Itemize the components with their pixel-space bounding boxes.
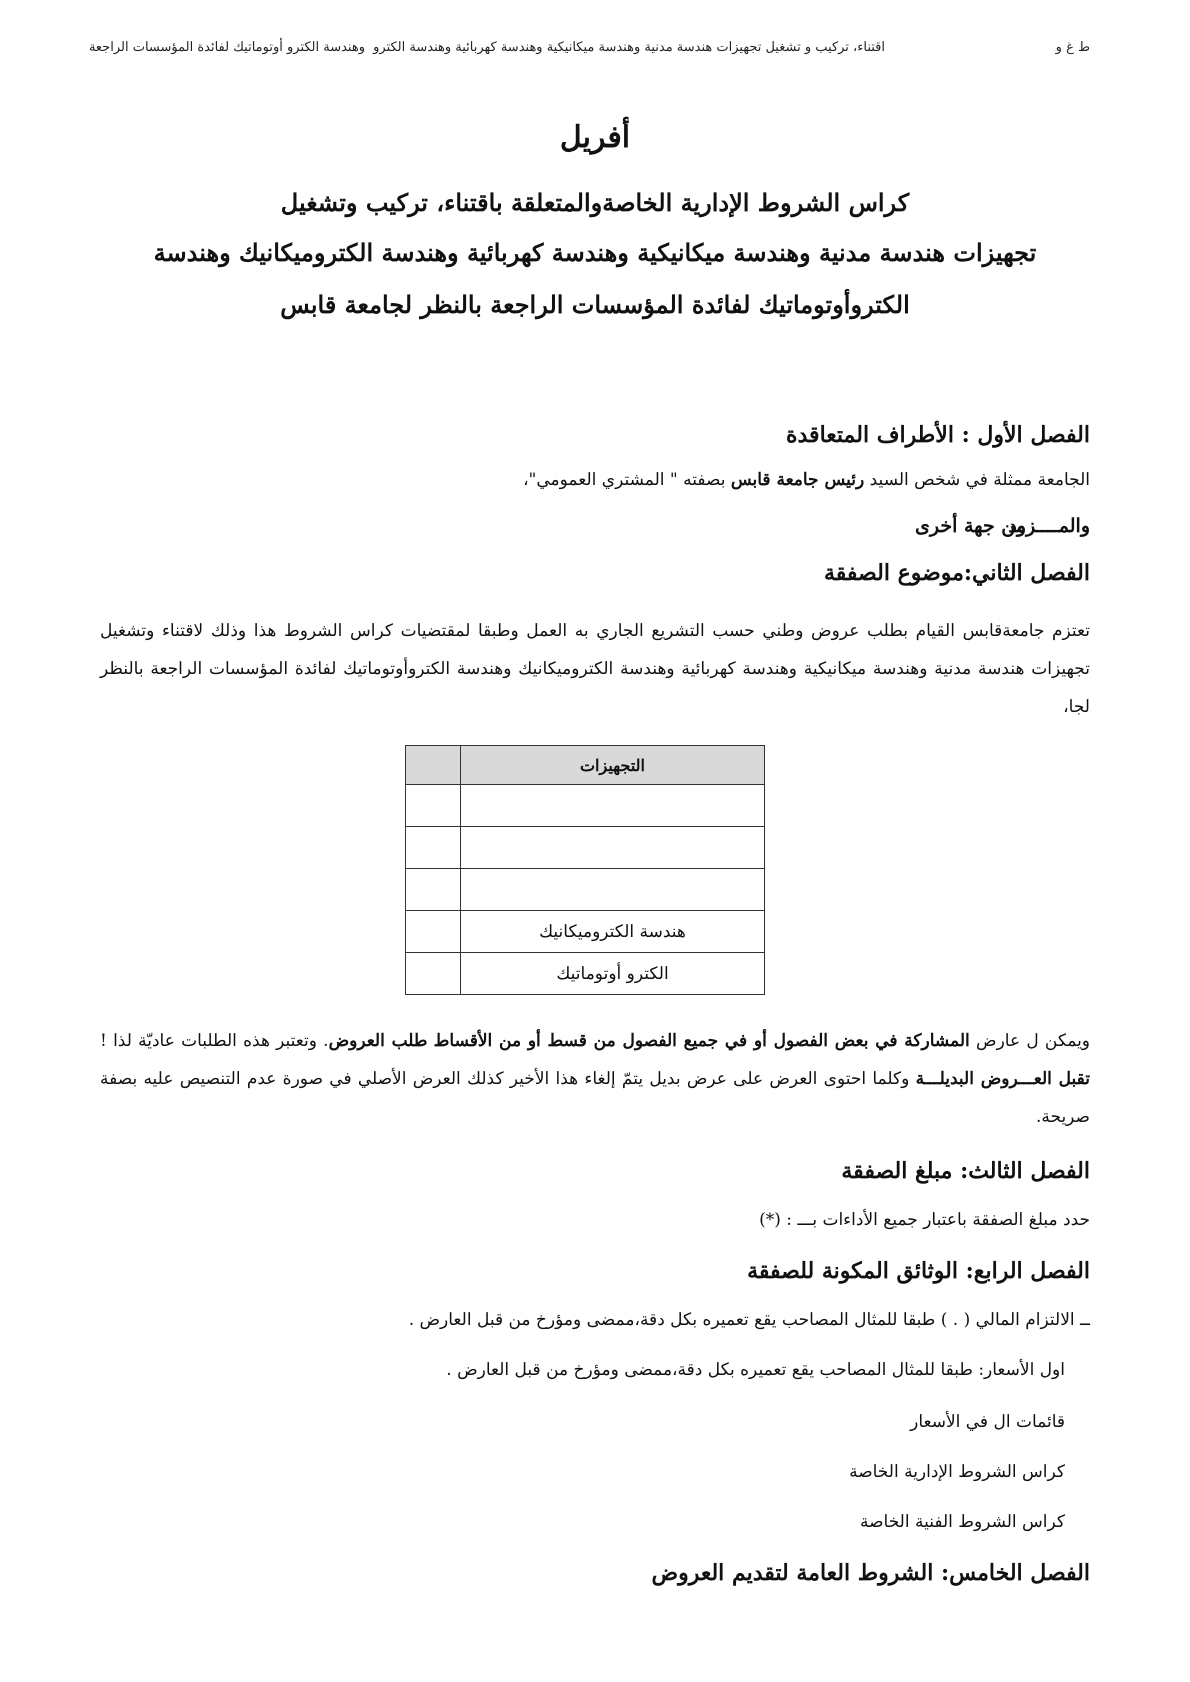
doc-title: أفريل xyxy=(559,120,631,155)
doc-subtitle-line-1: كراس الشروط الإدارية الخاصةوالمتعلقة باقتناء، تركيب وتشغيل xyxy=(280,188,910,217)
offers-text-e: . وتعتبر هذه الطلبات عاديّة لذا ! xyxy=(100,1031,329,1051)
table-cell-num xyxy=(406,869,461,911)
table-row xyxy=(406,953,765,995)
table-cell xyxy=(461,869,765,911)
equipment-table-header-num xyxy=(406,746,461,785)
section-2-paragraph: تعتزم جامعةقابس القيام بطلب عروض وطني حسب التشريع الجاري به العمل وطبقا لمقتضيات كراس الشروط هذا وذلك لاقتناء وتشغيل تجهيزات هندسة مدنية وهندسة ميكانيكية وهندسة كهربائية وهندسة الكتروميكانيك وهندسة الكتروأوتوماتيك لفائدة المؤسسات الراجعة بالنظر لجا، xyxy=(100,621,1090,717)
section-4-item-admin-specs: كراس الشروط الإدارية الخاصة xyxy=(849,1462,1065,1482)
section-4-item-financial: ــ الالتزام المالي ( . ) طبقا للمثال المصاحب يقع تعميره بكل دقة،ممضى ومؤرخ من قبل العارض . xyxy=(408,1310,1090,1330)
section-1-heading: الفصل الأول : الأطراف المتعاقدة xyxy=(785,422,1090,448)
section-5-heading: الفصل الخامس: الشروط العامة لتقديم العروض xyxy=(651,1560,1090,1586)
section-4-heading: الفصل الرابع: الوثائق المكونة للصفقة xyxy=(747,1258,1090,1284)
table-cell-num xyxy=(406,827,461,869)
table-cell-num xyxy=(406,785,461,827)
equipment-table-header: التجهيزات xyxy=(461,746,765,785)
table-row xyxy=(406,911,765,953)
section-2-offers-paragraph xyxy=(100,1022,1090,1136)
offers-alternatives: تقبل العـــروض البديلـــة xyxy=(915,1069,1090,1089)
offers-text-g: وكلما احتوى العرض على عرض بديل يتمّ إلغاء هذا الأخير كذلك العرض الأصلي في صورة عدم التنصيص عليه بصفة صريحة. xyxy=(100,1069,1090,1127)
section-4-item-price-lists: قائمات ال في الأسعار xyxy=(910,1412,1065,1432)
table-row xyxy=(406,785,765,827)
section-1-parties-line xyxy=(523,470,1090,490)
section-1-other-side: من جهة أخرى xyxy=(915,515,1026,537)
section-3-amount-line: حدد مبلغ الصفقة باعتبار جميع الأداءات بـــ : (*) xyxy=(759,1210,1090,1230)
table-cell: الكترو أوتوماتيك xyxy=(461,953,765,995)
doc-subtitle-line-3: الكتروأوتوماتيك لفائدة المؤسسات الراجعة بالنظر لجامعة قابس xyxy=(280,290,910,319)
table-cell xyxy=(461,785,765,827)
offers-text-a: ويمكن ل عارض xyxy=(969,1031,1091,1051)
section-3-heading: الفصل الثالث: مبلغ الصفقة xyxy=(841,1158,1090,1184)
doc-subtitle-line-2: تجهيزات هندسة مدنية وهندسة ميكانيكية وهندسة كهربائية وهندسة الكتروميكانيك وهندسة xyxy=(153,238,1037,267)
header-right: ط غ و xyxy=(1055,40,1090,55)
section-4-item-tech-specs: كراس الشروط الفنية الخاصة xyxy=(859,1512,1065,1532)
section-1-text-a: الجامعة ممثلة في شخص السيد xyxy=(864,470,1090,490)
table-cell-num xyxy=(406,911,461,953)
section-1-president: رئيس جامعة قابس xyxy=(730,470,865,490)
table-row xyxy=(406,869,765,911)
offers-tender: طلب العروض xyxy=(328,1031,428,1051)
table-cell xyxy=(461,827,765,869)
offers-participation: المشاركة في بعض الفصول أو في جميع الفصول من قسط أو من الأقساط xyxy=(433,1031,970,1051)
header-middle: اقتناء، تركيب و تشغيل تجهيزات هندسة مدنية وهندسة ميكانيكية وهندسة كهربائية وهندسة الكترو xyxy=(373,40,885,55)
section-1-text-c: بصفته " المشتري العمومي"، xyxy=(523,470,731,490)
equipment-table xyxy=(405,745,765,995)
section-1-supplier: والمــــزود xyxy=(1008,515,1090,537)
table-cell-num xyxy=(406,953,461,995)
table-row xyxy=(406,827,765,869)
section-4-item-prices: اول الأسعار: طبقا للمثال المصاحب يقع تعميره بكل دقة،ممضى ومؤرخ من قبل العارض . xyxy=(446,1360,1065,1380)
table-cell: هندسة الكتروميكانيك xyxy=(461,911,765,953)
section-2-heading: الفصل الثاني:موضوع الصفقة xyxy=(823,560,1090,586)
header-left: وهندسة الكترو أوتوماتيك لفائدة المؤسسات الراجعة xyxy=(88,40,365,55)
